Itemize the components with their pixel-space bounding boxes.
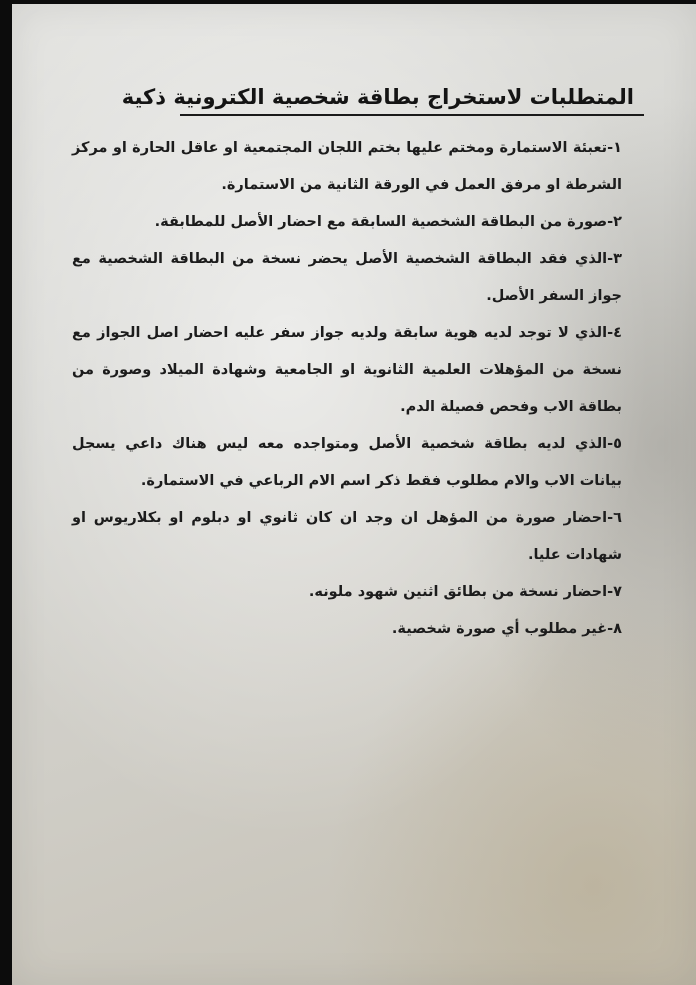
- requirement-number: ٦-: [607, 510, 622, 526]
- requirement-number: ٥-: [607, 436, 622, 452]
- requirement-item-6: [72, 500, 622, 574]
- paper-sheet: [12, 4, 696, 985]
- requirement-text: احضار نسخة من بطائق اثنين شهود ملونه.: [308, 584, 608, 600]
- requirement-number: ٤-: [607, 325, 622, 341]
- requirement-text: غير مطلوب أي صورة شخصية.: [391, 621, 608, 637]
- requirement-item-2: [72, 204, 622, 241]
- requirement-item-3: [72, 241, 622, 315]
- requirement-item-8: [72, 611, 622, 648]
- requirement-text: الذي لديه بطاقة شخصية الأصل ومتواجده معه ليس هناك داعي يسجل بيانات الاب والام مطلوب فقط ذكر اسم الام الرباعي في الاستمارة.: [72, 436, 622, 489]
- requirement-item-7: [72, 574, 622, 611]
- requirement-text: الذي لا توجد لديه هوية سابقة ولديه جواز سفر عليه احضار اصل الجواز مع نسخة من المؤهلات العلمية الثانوية او الجامعية وشهادة الميلاد وصورة من بطاقة الاب وفحص فصيلة الدم.: [72, 325, 622, 415]
- requirement-item-5: [72, 426, 622, 500]
- requirement-number: ١-: [607, 140, 622, 156]
- requirement-number: ٨-: [607, 621, 622, 637]
- requirement-item-1: [72, 130, 622, 204]
- document-title: المتطلبات لاستخراج بطاقة شخصية الكترونية ذكية: [121, 85, 634, 109]
- requirement-item-4: [72, 315, 622, 426]
- title-underline: [180, 114, 644, 116]
- requirement-text: الذي فقد البطاقة الشخصية الأصل يحضر نسخة من البطاقة الشخصية مع جواز السفر الأصل.: [72, 251, 622, 304]
- requirement-number: ٣-: [607, 251, 622, 267]
- requirement-number: ٧-: [607, 584, 622, 600]
- requirement-text: صورة من البطاقة الشخصية السابقة مع احضار الأصل للمطابقة.: [154, 214, 608, 230]
- requirement-number: ٢-: [607, 214, 622, 230]
- requirement-text: تعبئة الاستمارة ومختم عليها بختم اللجان المجتمعية او عاقل الحارة او مركز الشرطة او مرفق العمل في الورقة الثانية من الاستمارة.: [72, 140, 622, 193]
- requirements-list: [72, 130, 622, 648]
- requirement-text: احضار صورة من المؤهل ان وجد ان كان ثانوي او دبلوم او بكلاريوس او شهادات عليا.: [72, 510, 622, 563]
